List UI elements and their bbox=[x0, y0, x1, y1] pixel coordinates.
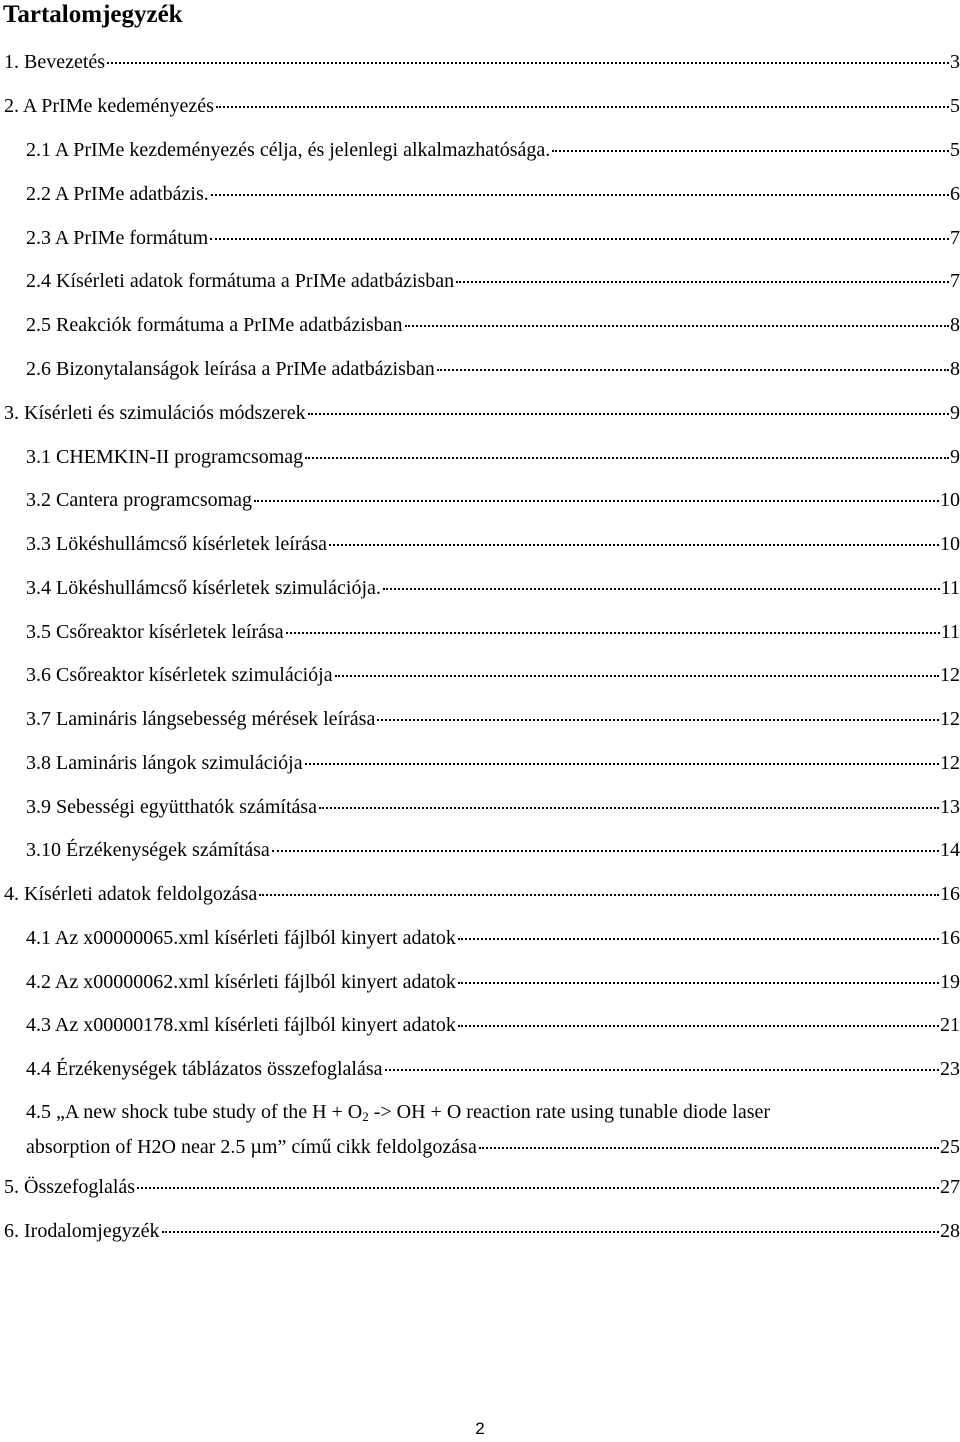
toc-leader-dots bbox=[458, 1025, 939, 1027]
toc-leader-dots bbox=[437, 369, 949, 371]
toc-entry-page: 12 bbox=[940, 708, 960, 730]
toc-leader-dots bbox=[259, 894, 939, 896]
toc-entry-page: 12 bbox=[940, 664, 960, 686]
toc-entry-page: 5 bbox=[950, 95, 960, 117]
toc-entry-page: 16 bbox=[940, 927, 960, 949]
toc-entry-page: 8 bbox=[950, 358, 960, 380]
toc-entry-label: 2.2 A PrIMe adatbázis. bbox=[26, 183, 209, 205]
toc-entry-label: 6. Irodalomjegyzék bbox=[4, 1220, 160, 1242]
toc-leader-dots bbox=[458, 982, 939, 984]
toc-entry-label: 4. Kísérleti adatok feldolgozása bbox=[4, 883, 258, 905]
toc-entry-label-part: -> OH + O reaction rate using tunable diode laser bbox=[368, 1101, 771, 1123]
toc-leader-dots bbox=[272, 850, 939, 852]
toc-entry-page: 21 bbox=[940, 1014, 960, 1036]
toc-entry[interactable] bbox=[4, 401, 960, 425]
toc-leader-dots bbox=[210, 238, 949, 240]
toc-leader-dots bbox=[286, 632, 940, 634]
toc-entry[interactable] bbox=[26, 1013, 960, 1037]
toc-leader-dots bbox=[479, 1147, 939, 1149]
toc-entry-page: 25 bbox=[940, 1136, 960, 1158]
subscript: 2 bbox=[362, 1109, 369, 1124]
toc-entry-label: 3.1 CHEMKIN-II programcsomag bbox=[26, 446, 304, 468]
toc-entry-page: 5 bbox=[950, 139, 960, 161]
toc-entry-label: 4.4 Érzékenységek táblázatos összefoglalása bbox=[26, 1058, 383, 1080]
toc-entry-page: 10 bbox=[940, 489, 960, 511]
toc-leader-dots bbox=[308, 413, 949, 415]
toc-entry-wrapped[interactable] bbox=[26, 1097, 960, 1163]
toc-entry-page: 27 bbox=[940, 1176, 960, 1198]
toc-entry-page: 8 bbox=[950, 314, 960, 336]
toc-entry[interactable] bbox=[26, 488, 960, 512]
toc-entry-label: 3.3 Lökéshullámcső kísérletek leírása bbox=[26, 533, 328, 555]
toc-leader-dots bbox=[385, 1069, 939, 1071]
toc-entry-page: 3 bbox=[950, 51, 960, 73]
toc-entry[interactable] bbox=[26, 707, 960, 731]
toc-entry-label: 5. Összefoglalás bbox=[4, 1176, 136, 1198]
toc-entry[interactable] bbox=[26, 663, 960, 687]
toc-leader-dots bbox=[216, 106, 949, 108]
toc-entry-label: 3.9 Sebességi együtthatók számítása bbox=[26, 796, 318, 818]
toc-entry-label: 3.10 Érzékenységek számítása bbox=[26, 839, 270, 861]
toc-entry[interactable] bbox=[26, 226, 960, 250]
toc-entry-label-part: 4.5 „A new shock tube study of the H + O bbox=[26, 1101, 363, 1123]
toc-entry[interactable] bbox=[4, 1175, 960, 1199]
toc-entry-page: 14 bbox=[940, 839, 960, 861]
toc-entry[interactable] bbox=[4, 882, 960, 906]
toc-entry-label-line1 bbox=[26, 1097, 960, 1132]
toc-entry[interactable] bbox=[26, 269, 960, 293]
toc-entry[interactable] bbox=[26, 138, 960, 162]
toc-leader-dots bbox=[162, 1231, 940, 1233]
toc-entry[interactable] bbox=[26, 357, 960, 381]
toc-entry[interactable] bbox=[4, 1219, 960, 1243]
toc-entry-page: 9 bbox=[950, 446, 960, 468]
toc-entry-label: 3. Kísérleti és szimulációs módszerek bbox=[4, 402, 306, 424]
toc-entry-label-line2 bbox=[26, 1132, 960, 1163]
toc-leader-dots bbox=[456, 281, 949, 283]
toc-entry-page: 16 bbox=[940, 883, 960, 905]
toc-leader-dots bbox=[137, 1187, 939, 1189]
toc-entry[interactable] bbox=[26, 182, 960, 206]
toc-entry-label: 3.7 Lamináris lángsebesség mérések leírása bbox=[26, 708, 376, 730]
toc-entry[interactable] bbox=[26, 620, 960, 644]
toc-entry-page: 7 bbox=[950, 270, 960, 292]
toc-leader-dots bbox=[377, 719, 939, 721]
toc-entry-label-part: absorption of H2O near 2.5 µm” című cikk feldolgozása bbox=[26, 1136, 477, 1158]
toc-entry-page: 6 bbox=[950, 183, 960, 205]
toc-leader-dots bbox=[254, 500, 939, 502]
toc-leader-dots bbox=[383, 588, 940, 590]
toc-entry-label: 2.1 A PrIMe kezdeményezés célja, és jelenlegi alkalmazhatósága. bbox=[26, 139, 551, 161]
toc-leader-dots bbox=[405, 325, 949, 327]
toc-entry-label: 2.4 Kísérleti adatok formátuma a PrIMe adatbázisban bbox=[26, 270, 455, 292]
toc-leader-dots bbox=[107, 62, 949, 64]
toc-entry[interactable] bbox=[26, 445, 960, 469]
toc-leader-dots bbox=[552, 150, 949, 152]
toc-entry[interactable] bbox=[26, 970, 960, 994]
toc-entry[interactable] bbox=[26, 576, 960, 600]
toc-leader-dots bbox=[305, 763, 939, 765]
toc-leader-dots bbox=[329, 544, 939, 546]
toc-entry-label: 1. Bevezetés bbox=[4, 51, 106, 73]
toc-entry[interactable] bbox=[26, 532, 960, 556]
toc-entry-label: 2.3 A PrIMe formátum bbox=[26, 227, 209, 249]
page-number: 2 bbox=[475, 1419, 485, 1438]
toc-leader-dots bbox=[319, 807, 939, 809]
toc-title: Tartalomjegyzék bbox=[3, 1, 183, 28]
toc-entry-label: 4.1 Az x00000065.xml kísérleti fájlból kinyert adatok bbox=[26, 927, 456, 949]
toc-entry[interactable] bbox=[26, 838, 960, 862]
toc-leader-dots bbox=[305, 457, 949, 459]
toc-entry-label: 2.5 Reakciók formátuma a PrIMe adatbázisban bbox=[26, 314, 403, 336]
toc-entry-page: 12 bbox=[940, 752, 960, 774]
toc-entry-label: 2. A PrIMe kedeményezés bbox=[4, 95, 214, 117]
toc-entry-page: 11 bbox=[940, 621, 960, 643]
toc-leader-dots bbox=[335, 675, 939, 677]
toc-entry-page: 28 bbox=[940, 1220, 960, 1242]
toc-entry-label: 4.3 Az x00000178.xml kísérleti fájlból kinyert adatok bbox=[26, 1014, 456, 1036]
toc-entry[interactable] bbox=[26, 751, 960, 775]
toc-entry[interactable] bbox=[4, 94, 960, 118]
toc-entry-label: 3.6 Csőreaktor kísérletek szimulációja bbox=[26, 664, 333, 686]
toc-entry[interactable] bbox=[26, 795, 960, 819]
toc-entry-label: 3.5 Csőreaktor kísérletek leírása bbox=[26, 621, 284, 643]
toc-entry-page: 9 bbox=[950, 402, 960, 424]
toc-leader-dots bbox=[211, 194, 949, 196]
toc-entry-page: 10 bbox=[940, 533, 960, 555]
toc-leader-dots bbox=[458, 938, 939, 940]
toc-entry-page: 23 bbox=[940, 1058, 960, 1080]
toc-entry[interactable] bbox=[26, 1057, 960, 1081]
toc-entry[interactable] bbox=[26, 313, 960, 337]
toc-entry-label: 3.8 Lamináris lángok szimulációja bbox=[26, 752, 303, 774]
toc-entry-label: 3.2 Cantera programcsomag bbox=[26, 489, 253, 511]
toc-entry-label: 3.4 Lökéshullámcső kísérletek szimulációja. bbox=[26, 577, 381, 599]
toc-entry-page: 13 bbox=[940, 796, 960, 818]
toc-entry[interactable] bbox=[4, 50, 960, 74]
toc-entry-page: 7 bbox=[950, 227, 960, 249]
toc-entry-label: 4.2 Az x00000062.xml kísérleti fájlból kinyert adatok bbox=[26, 971, 456, 993]
toc-entry-page: 11 bbox=[940, 577, 960, 599]
toc-entry[interactable] bbox=[26, 926, 960, 950]
toc-entry-label: 2.6 Bizonytalanságok leírása a PrIMe adatbázisban bbox=[26, 358, 435, 380]
toc-entry-page: 19 bbox=[940, 971, 960, 993]
